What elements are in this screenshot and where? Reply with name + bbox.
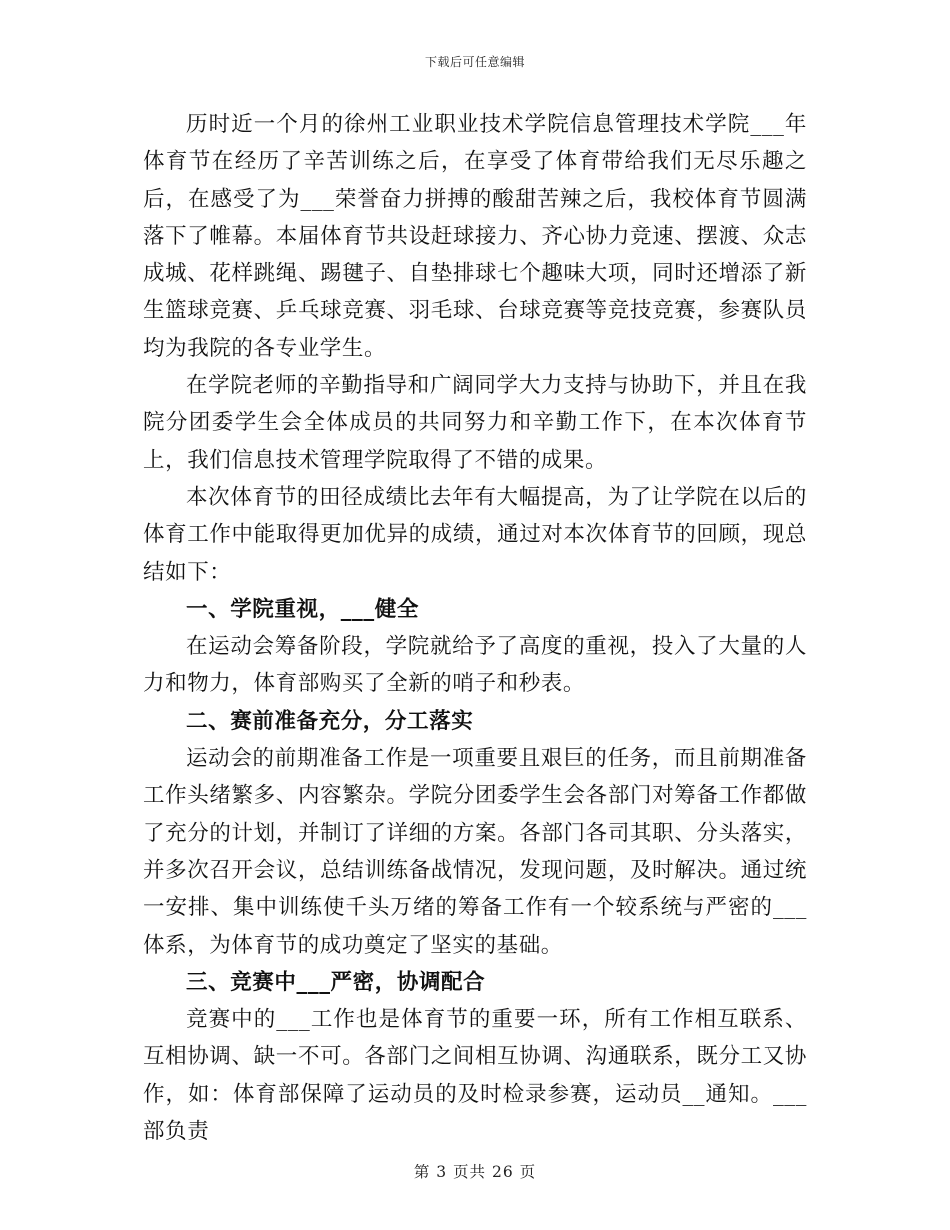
section-heading-2: 二、赛前准备充分，分工落实 [186, 708, 474, 734]
paragraph-summary-intro: 本次体育节的田径成绩比去年有大幅提高，为了让学院在以后的体育工作中能取得更加优异的成绩，通过对本次体育节的回顾，现总结如下： [143, 484, 807, 585]
paragraph-intro: 历时近一个月的徐州工业职业技术学院信息管理技术学院___年体育节在经历了辛苦训练之后，在享受了体育带给我们无尽乐趣之后，在感受了为___荣誉奋力拼搏的酸甜苦辣之后，我校体育节圆满落下了帷幕。本届体育节共设赶球接力、齐心协力竞速、摆渡、众志成城、花样跳绳、踢毽子、自垫排球七个趣味大项，同时还增添了新生篮球竞赛、乒乓球竞赛、羽毛球、台球竞赛等竞技竞赛，参赛队员均为我院的各专业学生。 [143, 112, 807, 361]
page-number: 第 3 页共 26 页 [413, 1163, 537, 1181]
section-heading-1: 一、学院重视，___健全 [186, 596, 419, 622]
paragraph-section-1: 在运动会筹备阶段，学院就给予了高度的重视，投入了大量的人力和物力，体育部购买了全新的哨子和秒表。 [143, 634, 807, 697]
section-heading-3: 三、竞赛中___严密，协调配合 [186, 969, 486, 995]
document-body [143, 106, 807, 1150]
paragraph-thanks: 在学院老师的辛勤指导和广阔同学大力支持与协助下，并且在我院分团委学生会全体成员的共同努力和辛勤工作下，在本次体育节上，我们信息技术管理学院取得了不错的成果。 [143, 373, 807, 473]
paragraph-section-3: 竞赛中的___工作也是体育节的重要一环，所有工作相互联系、互相协调、缺一不可。各部门之间相互协调、沟通联系，既分工又协作，如：体育部保障了运动员的及时检录参赛，运动员__通知。___部负责 [143, 1007, 807, 1145]
page-header: 下载后可任意编辑 [424, 55, 525, 69]
paragraph-section-2: 运动会的前期准备工作是一项重要且艰巨的任务，而且前期准备工作头绪繁多、内容繁杂。学院分团委学生会各部门对筹备工作都做了充分的计划，并制订了详细的方案。各部门各司其职、分头落实，并多次召开会议，总结训练备战情况，发现问题，及时解决。通过统一安排、集中训练使千头万绪的筹备工作有一个较系统与严密的___体系，为体育节的成功奠定了坚实的基础。 [143, 746, 807, 958]
